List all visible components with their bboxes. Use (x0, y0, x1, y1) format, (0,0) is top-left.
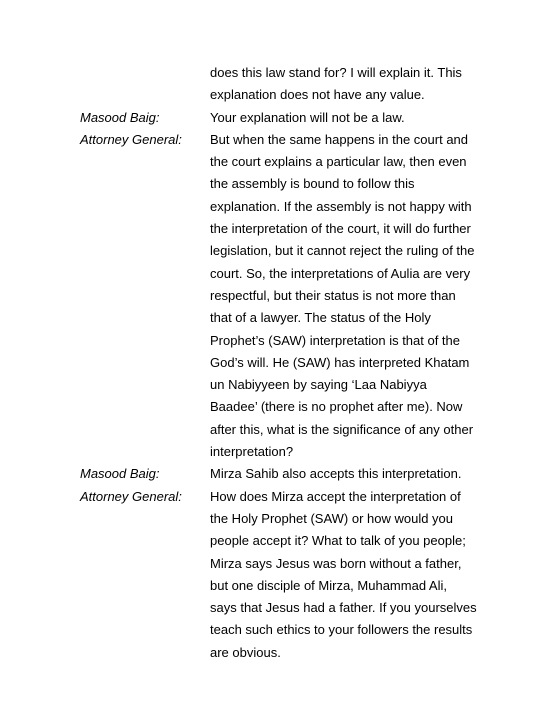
text-line: God’s will. He (SAW) has interpreted Khatam (210, 354, 470, 370)
text-line: But when the same happens in the court and (210, 131, 469, 147)
transcript (0, 62, 550, 664)
speech-text (210, 486, 510, 664)
text-line: the interpretation of the court, it will do further (210, 221, 471, 237)
text-line: Baadee’ (there is no prophet after me). Now (210, 399, 463, 415)
speaker-label: Masood Baig: (80, 109, 160, 125)
text-line: Your explanation will not be a law. (210, 109, 405, 125)
text-line: un Nabiyyeen by saying ‘Laa Nabiyya (210, 377, 427, 393)
text-line: Mirza says Jesus was born without a father, (210, 555, 462, 571)
transcript-entry (0, 463, 550, 485)
text-line: court. So, the interpretations of Aulia are very (210, 265, 471, 281)
text-line: Prophet’s (SAW) interpretation is that of the (210, 332, 461, 348)
text-line: after this, what is the significance of any other (210, 421, 474, 437)
text-line: Mirza Sahib also accepts this interpretation. (210, 466, 462, 482)
speech-text (210, 62, 510, 107)
text-line: explanation. If the assembly is not happy with (210, 198, 472, 214)
transcript-entry (0, 107, 550, 129)
text-line: explanation does not have any value. (210, 87, 425, 103)
text-line: the Holy Prophet (SAW) or how would you (210, 510, 454, 526)
text-line: legislation, but it cannot reject the ruling of the (210, 243, 475, 259)
text-line: does this law stand for? I will explain it. This (210, 65, 462, 80)
text-line: respectful, but their status is not more than (210, 287, 456, 303)
transcript-entry (0, 486, 550, 664)
text-line: are obvious. (210, 644, 281, 660)
text-line: but one disciple of Mirza, Muhammad Ali, (210, 577, 447, 593)
speech-text (210, 463, 510, 485)
text-line: the court explains a particular law, then even (210, 154, 467, 170)
speaker-label: Attorney General: (80, 131, 182, 147)
text-line: that of a lawyer. The status of the Holy (210, 310, 431, 326)
text-line: says that Jesus had a father. If you yourselves (210, 600, 477, 616)
text-line: the assembly is bound to follow this (210, 176, 415, 192)
transcript-entry (0, 129, 550, 463)
text-line: interpretation? (210, 444, 294, 460)
text-line: people accept it? What to talk of you people; (210, 533, 466, 549)
speaker-label: Masood Baig: (80, 466, 160, 482)
speech-text (210, 129, 510, 463)
speech-text (210, 107, 510, 129)
text-line: How does Mirza accept the interpretation of (210, 488, 461, 504)
transcript-entry (0, 62, 550, 107)
speaker-label: Attorney General: (80, 488, 182, 504)
text-line: teach such ethics to your followers the results (210, 622, 473, 638)
